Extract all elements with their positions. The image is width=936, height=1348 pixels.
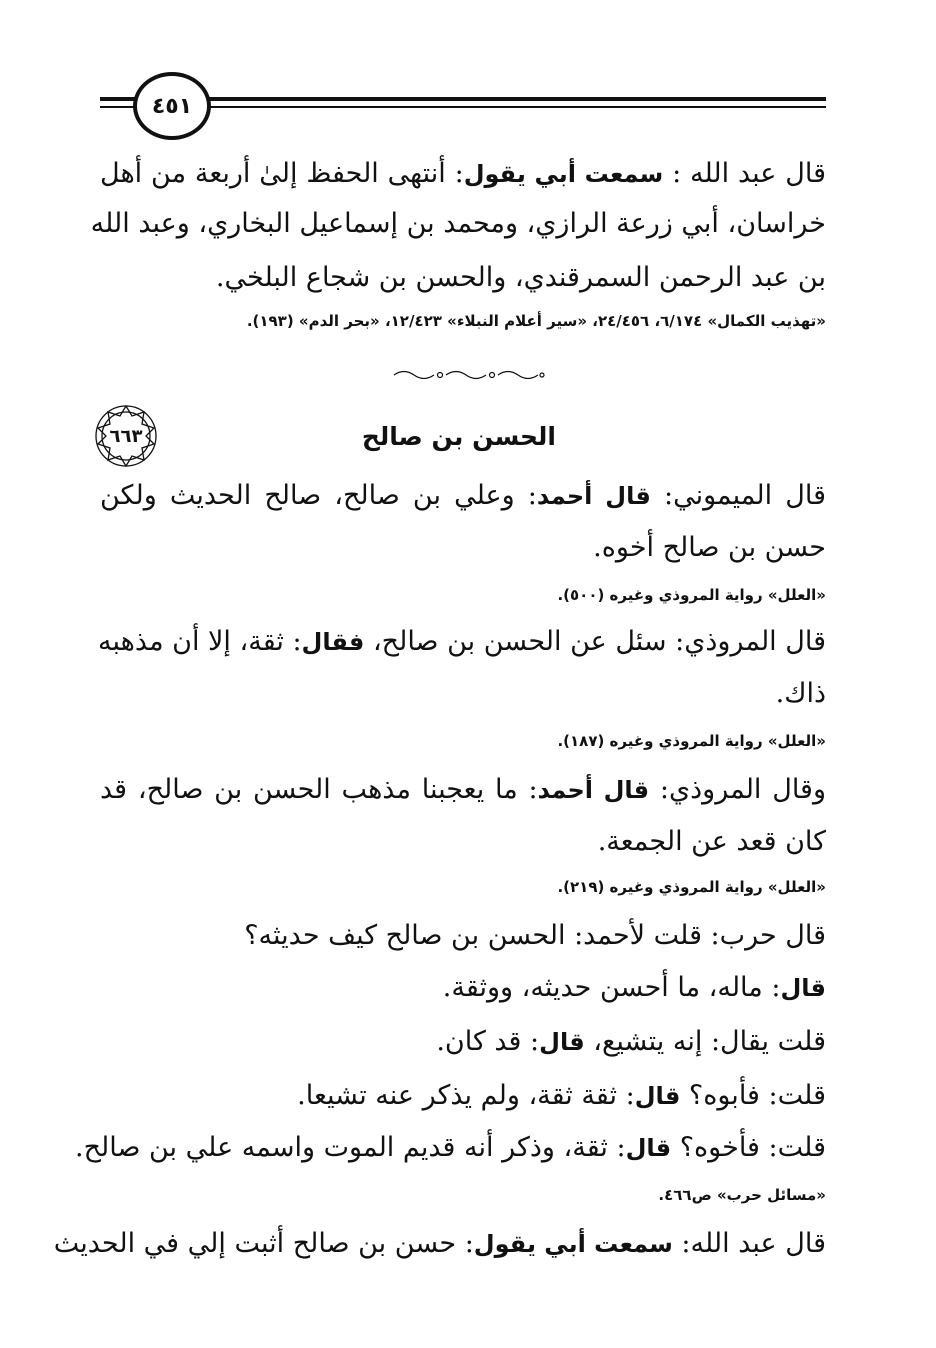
header-rule-thin [208,106,826,108]
p5-line-5: قلت: فأخوه؟ قال: ثقة، وذكر أنه قديم الموت واسمه علي بن صالح. [75,1132,826,1163]
entry-title: الحسن بن صالح [361,422,556,451]
entry-number: ٦٦٣ [109,425,143,447]
p3-line-2: ذاك. [775,678,826,709]
p2-line-2: حسن بن صالح أخوه. [593,532,826,563]
p5-line-2: قال: ماله، ما أحسن حديثه، ووثقة. [442,972,826,1003]
p4-line-2: كان قعد عن الجمعة. [597,826,826,857]
p2-line-1: قال الميموني: قال أحمد: وعلي بن صالح، صالح الحديث ولكن [100,480,827,511]
header-rule-thick [208,97,826,101]
p5-reference: «مسائل حرب» ص٤٦٦. [658,1186,826,1204]
p4-reference: «العلل» رواية المروذي وغيره (٢١٩). [557,878,826,896]
p3-line-1: قال المروذي: سئل عن الحسن بن صالح، فقال: ثقة، إلا أن مذهبه [98,626,826,657]
p2-reference: «العلل» رواية المروذي وغيره (٥٠٠). [557,586,826,604]
p5-line-4: قلت: فأبوه؟ قال: ثقة ثقة، ولم يذكر عنه تشيعا. [297,1080,826,1111]
p1-line-1: قال عبد الله : سمعت أبي يقول: أنتهى الحفظ إلىٰ أربعة من أهل [100,158,827,189]
ornament-divider-icon [390,368,550,382]
p3-reference: «العلل» رواية المروذي وغيره (١٨٧). [557,732,826,750]
p5-line-1: قال حرب: قلت لأحمد: الحسن بن صالح كيف حديثه؟ [244,920,826,951]
p4-line-1: وقال المروذي: قال أحمد: ما يعجبنا مذهب الحسن بن صالح، قد [100,774,826,805]
page-number: ٤٥١ [133,72,211,140]
p1-line-3: بن عبد الرحمن السمرقندي، والحسن بن شجاع البلخي. [215,262,826,293]
p1-reference: «تهذيب الكمال» ٦/١٧٤، ٢٤/٤٥٦، «سير أعلام النبلاء» ١٢/٤٢٣، «بحر الدم» (١٩٣). [246,312,826,330]
p5-line-3: قلت يقال: إنه يتشيع، قال: قد كان. [436,1026,826,1057]
p1-line-2: خراسان، أبي زرعة الرازي، ومحمد بن إسماعيل البخاري، وعبد الله [90,208,826,239]
p6-line-1: قال عبد الله: سمعت أبي يقول: حسن بن صالح أثبت إلي في الحديث [53,1228,826,1259]
